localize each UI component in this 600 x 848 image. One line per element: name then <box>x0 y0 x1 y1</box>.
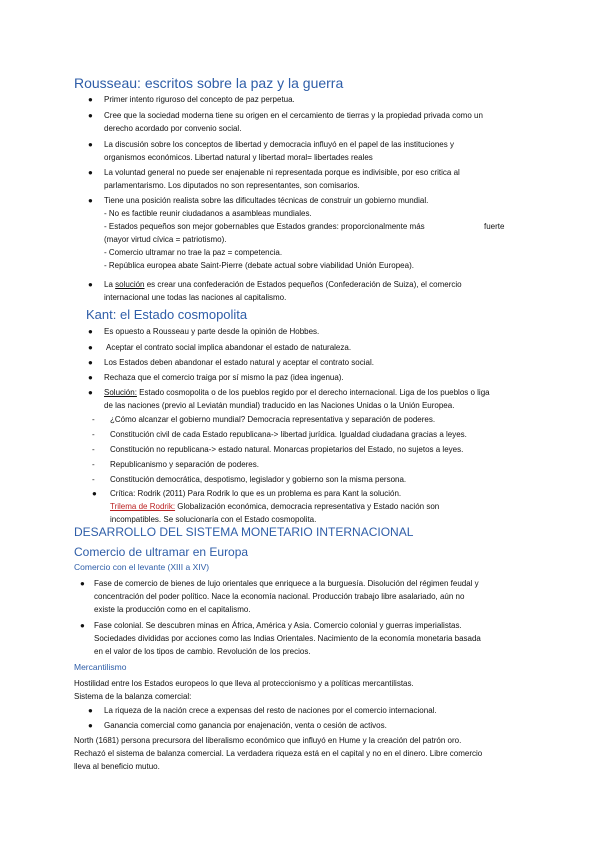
list-item: (mayor virtud cívica = patriotismo). <box>104 235 227 244</box>
list-item: Crítica: Rodrik (2011) Para Rodrik lo que es un problema es para Kant la solución. <box>110 489 402 498</box>
dash-icon: - <box>92 460 95 469</box>
list-item: - Estados pequeños son mejor gobernables que Estados grandes: proporcionalmente más <box>104 222 425 231</box>
bullet-icon: ● <box>80 621 85 630</box>
list-item: Sociedades divididas por acciones como las Indias Orientales. Nacimiento de la economía monetaria basada <box>94 634 481 643</box>
bullet-icon: ● <box>88 327 93 336</box>
list-item: La discusión sobre los conceptos de libertad y democracia influyó en el papel de las instituciones y <box>104 140 454 149</box>
list-item: existe la producción como en el capitalismo. <box>94 605 251 614</box>
list-item: Los Estados deben abandonar el estado natural y aceptar el contrato social. <box>104 358 374 367</box>
list-item: Es opuesto a Rousseau y parte desde la opinión de Hobbes. <box>104 327 320 336</box>
bullet-icon: ● <box>88 343 93 352</box>
underlined-term: Solución: <box>104 388 137 397</box>
dash-icon: - <box>92 445 95 454</box>
list-item: fuerte <box>484 222 505 231</box>
list-item: ¿Cómo alcanzar el gobierno mundial? Democracia representativa y separación de poderes. <box>110 415 436 424</box>
bullet-icon: ● <box>88 95 93 104</box>
list-item: incompatibles. Se solucionaría con el Estado cosmopolita. <box>110 515 317 524</box>
list-item: internacional une todas las naciones al capitalismo. <box>104 293 287 302</box>
list-item: La riqueza de la nación crece a expensas del resto de naciones por el comercio internacional. <box>104 706 437 715</box>
list-item: La solución es crear una confederación de Estados pequeños (Confederación de Suiza), el comercio <box>104 280 462 289</box>
paragraph-line: Sistema de la balanza comercial: <box>74 692 192 701</box>
list-item: Trilema de Rodrik: Globalización económica, democracia representativa y Estado nación son <box>110 502 440 511</box>
bullet-icon: ● <box>88 111 93 120</box>
list-item: Aceptar el contrato social implica abandonar el estado de naturaleza. <box>106 343 352 352</box>
list-item: La voluntad general no puede ser enajenable ni representada porque es indivisible, por eso critica al <box>104 168 460 177</box>
subsection-title-comercio: Comercio de ultramar en Europa <box>74 545 249 559</box>
list-item: Fase de comercio de bienes de lujo orientales que enriquece a la burguesía. Disolución del régimen feudal y <box>94 579 479 588</box>
dash-icon: - <box>92 475 95 484</box>
underlined-term: Trilema de Rodrik: <box>110 502 176 511</box>
list-item: Tiene una posición realista sobre las dificultades técnicas de construir un gobierno mundial. <box>104 196 429 205</box>
list-item: Republicanismo y separación de poderes. <box>110 460 259 469</box>
list-item: Constitución democrática, despotismo, legislador y gobierno son la misma persona. <box>110 475 407 484</box>
list-item: parlamentarismo. Los diputados no son representantes, son comisarios. <box>104 181 360 190</box>
list-item: Constitución no republicana-> estado natural. Monarcas propietarios del Estado, no sujetos a leyes. <box>110 445 464 454</box>
bullet-icon: ● <box>88 358 93 367</box>
bullet-icon: ● <box>88 168 93 177</box>
bullet-icon: ● <box>88 280 93 289</box>
list-item: derecho acordado por convenio social. <box>104 124 242 133</box>
paragraph-line: Rechazó el sistema de balanza comercial. La verdadera riqueza está en el capital y no en el dinero. Libre comercio <box>74 749 483 758</box>
section-title-rousseau: Rousseau: escritos sobre la paz y la guerra <box>74 75 344 91</box>
list-item: Fase colonial. Se descubren minas en África, América y Asia. Comercio colonial y guerras imperialistas. <box>94 621 462 630</box>
paragraph-line: North (1681) persona precursora del liberalismo económico que influyó en Hume y la creación del patrón oro. <box>74 736 462 745</box>
list-item: en el valor de los tipos de cambio. Revolución de los precios. <box>94 647 311 656</box>
paragraph-line: lleva al beneficio mutuo. <box>74 762 160 771</box>
bullet-icon: ● <box>88 140 93 149</box>
dash-icon: - <box>92 430 95 439</box>
list-item: de las naciones (previo al Leviatán mundial) traducido en las Naciones Unidas o la Unión Europea. <box>104 401 455 410</box>
list-item: - República europea abate Saint-Pierre (debate actual sobre viabilidad Unión Europea). <box>104 261 414 270</box>
list-item: Primer intento riguroso del concepto de paz perpetua. <box>104 95 295 104</box>
list-item: Rechaza que el comercio traiga por sí mismo la paz (idea ingenua). <box>104 373 344 382</box>
bullet-icon: ● <box>80 579 85 588</box>
underlined-term: solución <box>115 280 145 289</box>
bullet-icon: ● <box>92 489 97 498</box>
bullet-icon: ● <box>88 721 93 730</box>
bullet-icon: ● <box>88 706 93 715</box>
list-item: - Comercio ultramar no trae la paz = competencia. <box>104 248 283 257</box>
bullet-icon: ● <box>88 388 93 397</box>
list-item: concentración del poder político. Nace la economía nacional. Producción trabajo libre asalariado, aún no <box>94 592 465 601</box>
list-item: - No es factible reunir ciudadanos a asambleas mundiales. <box>104 209 312 218</box>
list-item: Cree que la sociedad moderna tiene su origen en el cercamiento de tierras y la propiedad privada como un <box>104 111 483 120</box>
list-item: Ganancia comercial como ganancia por enajenación, venta o cesión de activos. <box>104 721 387 730</box>
dash-icon: - <box>92 415 95 424</box>
subheading-levante: Comercio con el levante (XIII a XIV) <box>74 562 210 572</box>
paragraph-line: Hostilidad entre los Estados europeos lo que lleva al proteccionismo y a políticas mercantilistas. <box>74 679 414 688</box>
section-title-monetario: DESARROLLO DEL SISTEMA MONETARIO INTERNACIONAL <box>74 525 414 539</box>
bullet-icon: ● <box>88 373 93 382</box>
section-title-kant: Kant: el Estado cosmopolita <box>86 307 248 322</box>
list-item: organismos económicos. Libertad natural y libertad moral= libertades reales <box>104 153 373 162</box>
subheading-mercantilismo: Mercantilismo <box>74 662 127 672</box>
list-item: Constitución civil de cada Estado republicana-> libertad jurídica. Igualdad ciudadana gracias a leyes. <box>110 430 467 439</box>
bullet-icon: ● <box>88 196 93 205</box>
list-item: Solución: Estado cosmopolita o de los pueblos regido por el derecho internacional. Liga de los pueblos o liga <box>104 388 490 397</box>
